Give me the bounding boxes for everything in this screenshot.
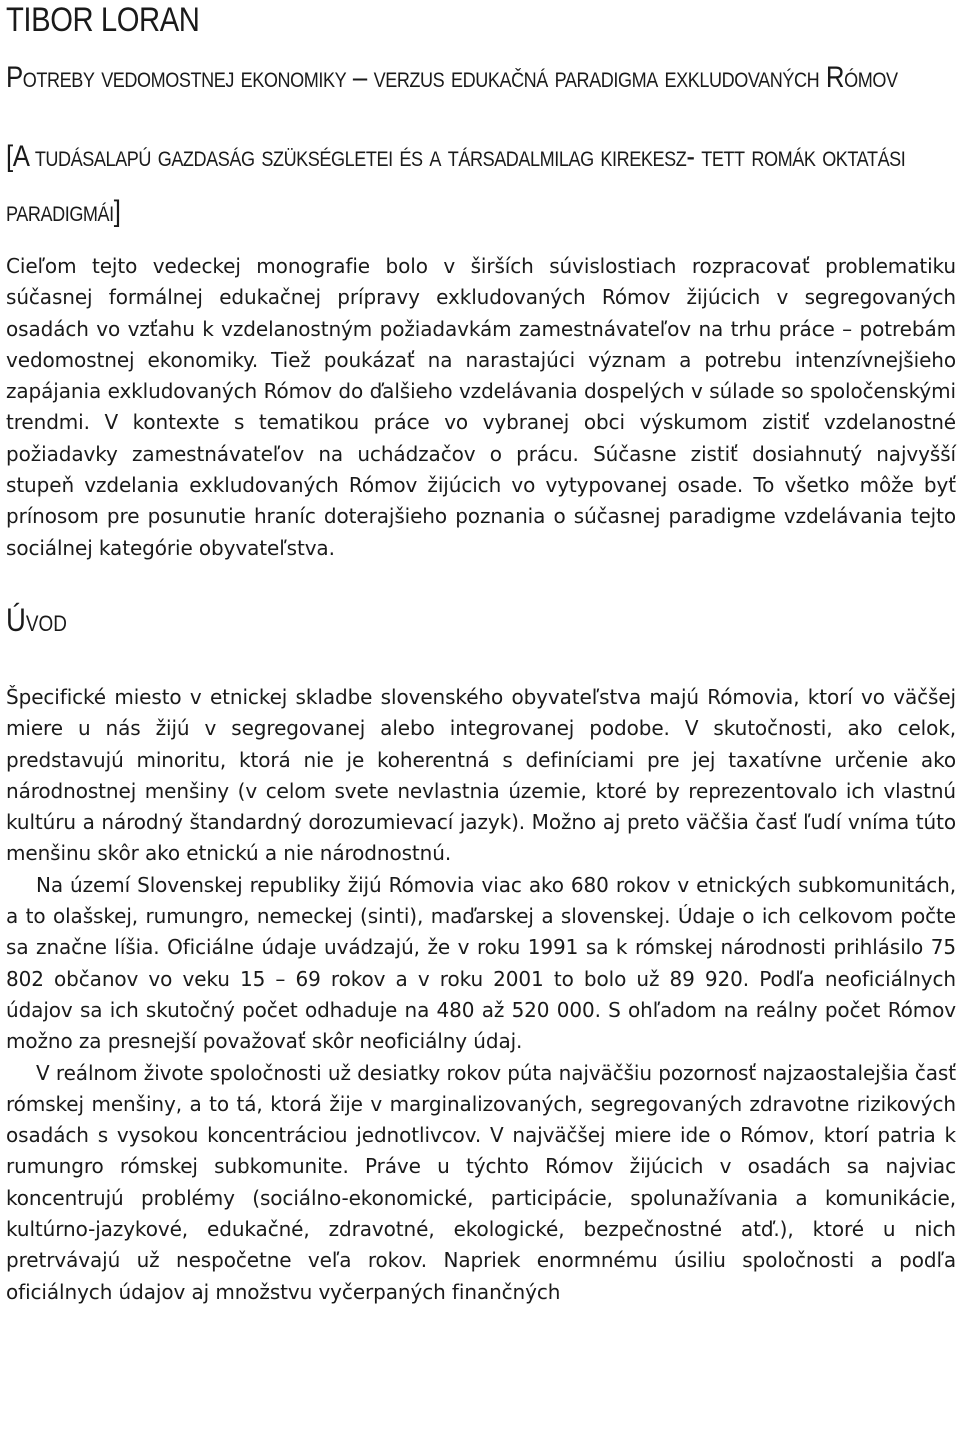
body-paragraph: Na území Slovenskej republiky žijú Rómovia viac ako 680 rokov v etnických subkomunitách, a to olašskej, rumungro, nemeckej (sinti), maďarskej a slovenskej. Údaje o ich celkovom počte sa značne líšia. Oficiálne údaje uvádzajú, že v roku 1991 sa k rómskej národnosti prihlásilo 75 802 občanov vo veku 15 – 69 rokov a v roku 2001 to bolo už 89 920. Podľa neoficiálnych údajov sa ich skutočný počet odhaduje na 480 až 520 000. S ohľadom na reálny počet Rómov možno za presnejší považovať skôr neoficiálny údaj. <box>6 872 956 1054</box>
article-subtitle: [A tudásalapú gazdaság szükségletei és a társadalmilag kirekesz- tett romák oktatási paradigmái] <box>6 140 906 228</box>
section-heading: Úvod <box>6 601 67 638</box>
body-text <box>6 682 956 1308</box>
body-paragraph: Špecifické miesto v etnickej skladbe slovenského obyvateľstva majú Rómovia, ktorí vo väčšej miere u nás žijú v segregovanej alebo integrovanej podobe. V skutočnosti, ako celok, predstavujú minoritu, ktorá nie je koherentná s definíciami pre jej taxatívne určenie ako národnostnej menšiny (v celom svete nevlastnia územie, ktoré by reprezentovalo ich vlastnú kultúru a národný štandardný dorozumievací jazyk). Možno aj preto väčšia časť ľudí vníma túto menšinu skôr ako etnickú a nie národnostnú. <box>6 684 956 866</box>
abstract-paragraph: Cieľom tejto vedeckej monografie bolo v širších súvislostiach rozpracovať problematiku súčasnej formálnej edukačnej prípravy exkludovaných Rómov žijúcich v segregovaných osadách vo vzťahu k vzdelanostným požiadavkám zamestnávateľov na trhu práce – potrebám vedomostnej ekonomiky. Tiež poukázať na narastajúci význam a potrebu intenzívnejšieho zapájania exkludovaných Rómov do ďalšieho vzdelávania dospelých v súlade so spoločenskými trendmi. V kontexte s tematikou práce vo vybranej obci výskumom zistiť vzdelanostné požiadavky zamestnávateľov na uchádzačov o prácu. Súčasne zistiť dosiahnutý najvyšší stupeň vzdelania exkludovaných Rómov žijúcich vo vytypovanej osade. To všetko môže byť prínosom pre posunutie hraníc doterajšieho poznania o súčasnej paradigme vzdelávania tejto sociálnej kategórie obyvateľstva. <box>6 254 956 560</box>
author-name: TIBOR LORAN <box>6 1 200 39</box>
body-paragraph: V reálnom živote spoločnosti už desiatky rokov púta najväčšiu pozornosť najzaostalejšia časť rómskej menšiny, a to tá, ktorá žije v marginalizovaných, segregovaných zdravotne rizikových osadách s vysokou koncentráciou jednotlivcov. V najväčšej miere ide o Rómov, ktorí patria k rumungro rómskej subkomunite. Práve u týchto Rómov žijúcich v osadách sa najviac koncentrujú problémy (sociálno-ekonomické, participácie, spolunažívania a komunikácie, kultúrno-jazykové, edukačné, zdravotné, ekologické, bezpečnostné atď.), ktoré u nich pretrvávajú už nespočetne veľa rokov. Napriek enormnému úsiliu spoločnosti a podľa oficiálnych údajov aj množstvu vyčerpaných finančných <box>6 1060 956 1304</box>
article-title: Potreby vedomostnej ekonomiky – verzus edukačná paradigma exkludovaných Rómov <box>6 61 898 94</box>
